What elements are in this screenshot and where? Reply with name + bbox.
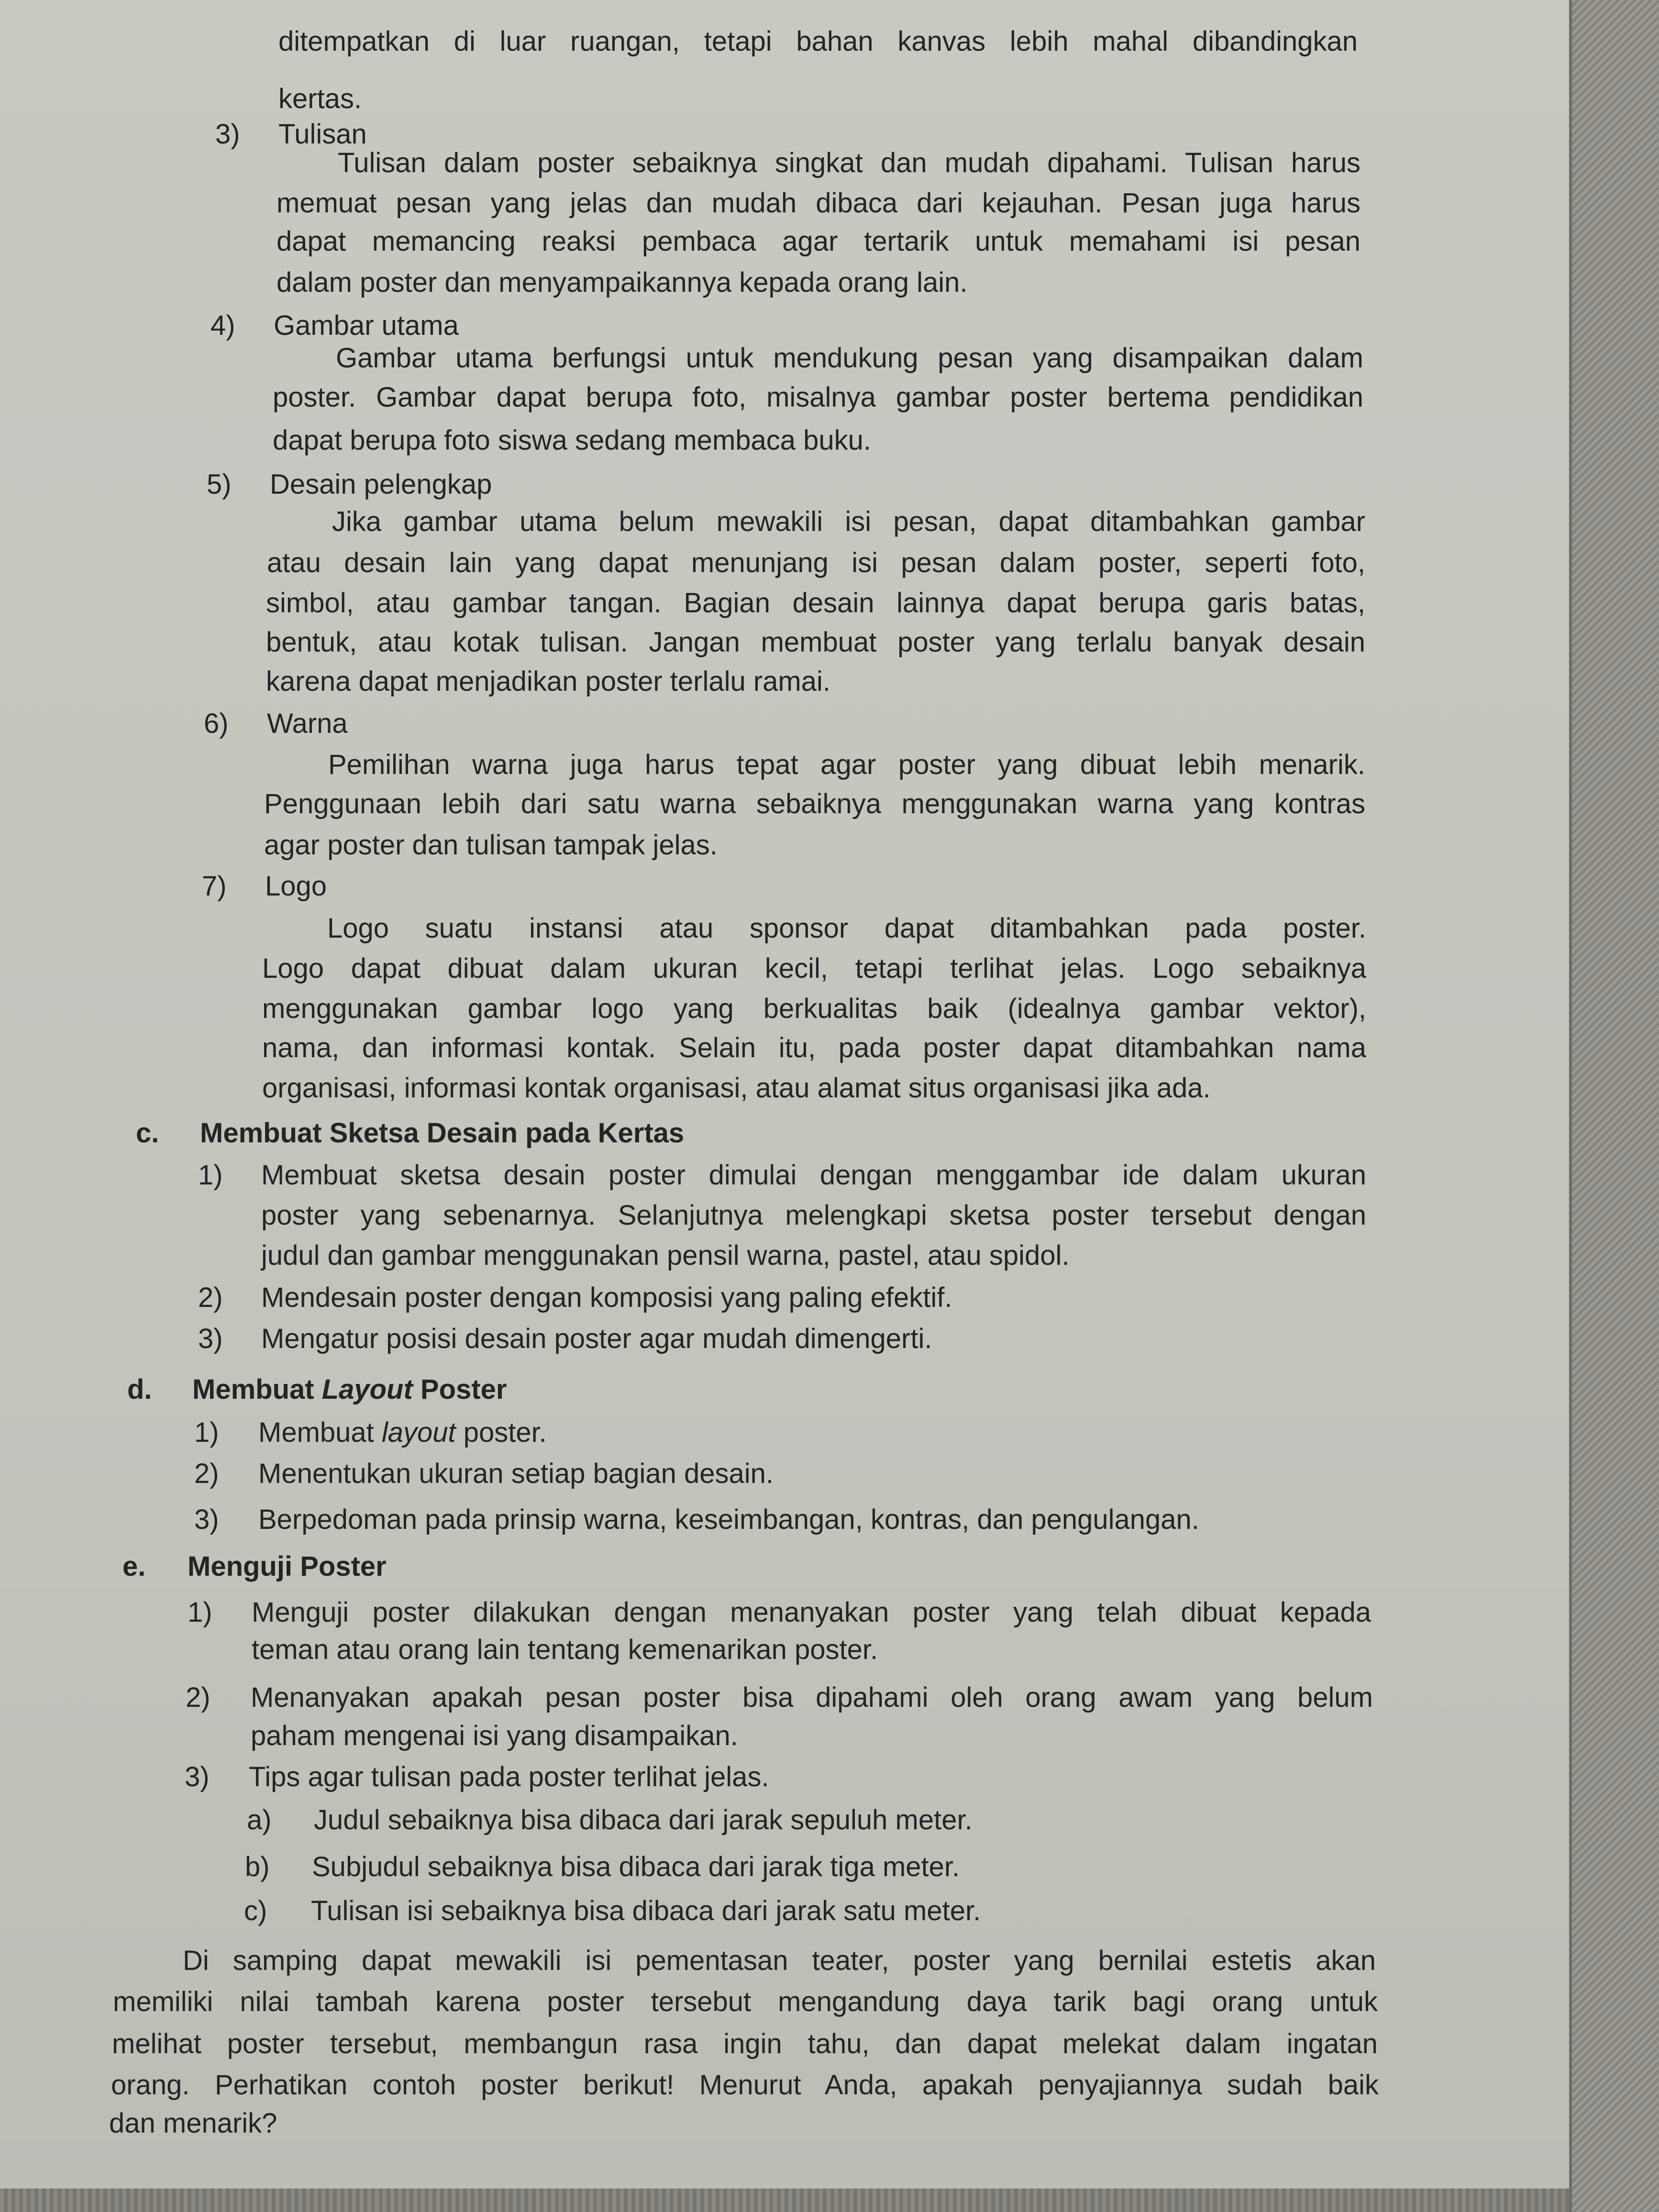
text-line: Membuat sketsa desain poster dimulai dengan menggambar ide dalam ukuran [261, 1160, 1366, 1191]
section-title: Membuat Layout Poster [192, 1374, 507, 1405]
list-number: 7) [202, 871, 227, 902]
section-letter: e. [122, 1551, 146, 1582]
text-line: Tulisan dalam poster sebaiknya singkat dan mudah dipahami. Tulisan harus [338, 147, 1360, 178]
list-number: 1) [198, 1160, 223, 1191]
text-line: Logo suatu instansi atau sponsor dapat ditambahkan pada poster. [327, 913, 1366, 944]
text-line: Jika gambar utama belum mewakili isi pesan, dapat ditambahkan gambar [332, 506, 1365, 537]
subsection-title: Logo [265, 871, 327, 902]
book-spine-edge [1569, 0, 1659, 2212]
text-line: Berpedoman pada prinsip warna, keseimbangan, kontras, dan pengulangan. [258, 1504, 1199, 1535]
list-number: 1) [194, 1417, 219, 1448]
text-line: dapat memancing reaksi pembaca agar tertarik untuk memahami isi pesan [276, 226, 1360, 257]
subsection-title: Warna [267, 708, 348, 739]
text-line: simbol, atau gambar tangan. Bagian desain lainnya dapat berupa garis batas, [266, 587, 1365, 619]
text-line: paham mengenai isi yang disampaikan. [251, 1720, 738, 1751]
text-line: poster. Gambar dapat berupa foto, misalnya gambar poster bertema pendidikan [273, 382, 1363, 413]
text-line: Judul sebaiknya bisa dibaca dari jarak sepuluh meter. [314, 1804, 973, 1836]
text-line: Subjudul sebaiknya bisa dibaca dari jarak tiga meter. [312, 1851, 960, 1882]
list-number: 4) [210, 310, 235, 341]
section-letter: d. [127, 1374, 152, 1405]
text-line: organisasi, informasi kontak organisasi, atau alamat situs organisasi jika ada. [262, 1073, 1211, 1104]
text-line: Menguji poster dilakukan dengan menanyakan poster yang telah dibuat kepada [252, 1597, 1371, 1628]
list-number: 3) [185, 1761, 210, 1792]
text-line: memiliki nilai tambah karena poster tersebut mengandung daya tarik bagi orang untuk [113, 1986, 1378, 2017]
subsection-title: Desain pelengkap [270, 469, 492, 500]
list-number: 3) [198, 1323, 223, 1354]
text-line: Mendesain poster dengan komposisi yang paling efektif. [261, 1282, 952, 1313]
section-title: Membuat Sketsa Desain pada Kertas [200, 1117, 685, 1149]
section-letter: c. [136, 1117, 159, 1149]
text-line: dan menarik? [109, 2108, 277, 2139]
text-line: karena dapat menjadikan poster terlalu ramai. [266, 666, 830, 697]
text-line: judul dan gambar menggunakan pensil warna, pastel, atau spidol. [261, 1240, 1070, 1271]
subsection-title: Tulisan [278, 119, 367, 150]
text-line: melihat poster tersebut, membangun rasa ingin tahu, dan dapat melekat dalam ingatan [112, 2028, 1378, 2059]
text-line: Pemilihan warna juga harus tepat agar poster yang dibuat lebih menarik. [328, 749, 1365, 780]
list-letter: b) [245, 1851, 270, 1882]
text-line: poster yang sebenarnya. Selanjutnya melengkapi sketsa poster tersebut dengan [261, 1200, 1366, 1231]
list-letter: a) [247, 1804, 272, 1836]
text-line: Menanyakan apakah pesan poster bisa dipahami oleh orang awam yang belum [251, 1682, 1373, 1713]
text-line: Menentukan ukuran setiap bagian desain. [258, 1458, 774, 1489]
text-line: Mengatur posisi desain poster agar mudah dimengerti. [261, 1323, 932, 1354]
list-number: 6) [204, 708, 229, 739]
text-line: menggunakan gambar logo yang berkualitas baik (idealnya gambar vektor), [262, 993, 1366, 1024]
text-line: dalam poster dan menyampaikannya kepada orang lain. [276, 267, 968, 298]
text-line: kertas. [278, 83, 362, 114]
list-number: 3) [194, 1504, 219, 1535]
text-line: Gambar utama berfungsi untuk mendukung pesan yang disampaikan dalam [336, 343, 1363, 374]
text-line: Tulisan isi sebaiknya bisa dibaca dari jarak satu meter. [311, 1895, 981, 1926]
text-line: Membuat layout poster. [258, 1417, 547, 1448]
list-number: 2) [194, 1458, 219, 1489]
text-line: Logo dapat dibuat dalam ukuran kecil, tetapi terlihat jelas. Logo sebaiknya [262, 953, 1366, 984]
text-line: Di samping dapat mewakili isi pementasan teater, poster yang bernilai estetis akan [183, 1945, 1376, 1976]
text-line: atau desain lain yang dapat menunjang isi pesan dalam poster, seperti foto, [267, 547, 1365, 578]
page-bottom-edge [0, 2189, 1569, 2212]
text-line: nama, dan informasi kontak. Selain itu, pada poster dapat ditambahkan nama [262, 1032, 1366, 1063]
text-line: Tips agar tulisan pada poster terlihat jelas. [249, 1761, 769, 1792]
text-line: memuat pesan yang jelas dan mudah dibaca dari kejauhan. Pesan juga harus [276, 188, 1360, 219]
list-number: 2) [198, 1282, 223, 1313]
text-line: Penggunaan lebih dari satu warna sebaiknya menggunakan warna yang kontras [264, 788, 1365, 819]
text-line: ditempatkan di luar ruangan, tetapi bahan kanvas lebih mahal dibandingkan [278, 26, 1358, 57]
list-number: 5) [207, 469, 232, 500]
list-number: 2) [186, 1682, 210, 1713]
text-line: teman atau orang lain tentang kemenarikan poster. [252, 1634, 878, 1665]
list-number: 1) [188, 1597, 212, 1628]
text-line: agar poster dan tulisan tampak jelas. [264, 830, 718, 861]
text-line: orang. Perhatikan contoh poster berikut! Menurut Anda, apakah penyajiannya sudah baik [111, 2069, 1379, 2101]
subsection-title: Gambar utama [274, 310, 459, 341]
text-line: bentuk, atau kotak tulisan. Jangan membuat poster yang terlalu banyak desain [266, 627, 1365, 658]
list-letter: c) [244, 1895, 267, 1926]
text-line: dapat berupa foto siswa sedang membaca buku. [273, 425, 872, 456]
section-title: Menguji Poster [188, 1551, 387, 1582]
list-number: 3) [215, 119, 240, 150]
